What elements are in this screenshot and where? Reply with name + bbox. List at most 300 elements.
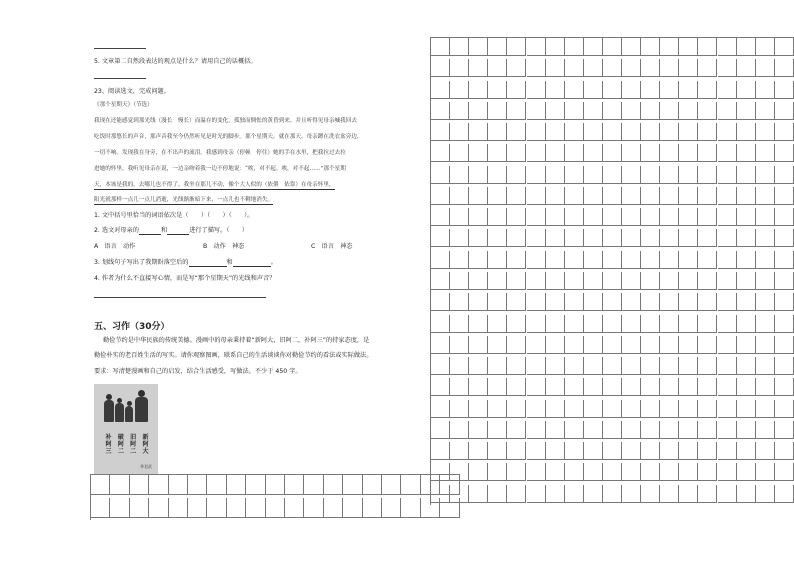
grid-cell[interactable] (507, 336, 526, 354)
grid-cell[interactable] (756, 81, 775, 99)
grid-cell[interactable] (266, 475, 285, 495)
grid-cell[interactable] (679, 123, 698, 141)
grid-cell[interactable] (343, 498, 362, 518)
grid-cell[interactable] (450, 229, 469, 247)
grid-cell[interactable] (718, 102, 737, 120)
grid-cell[interactable] (756, 485, 775, 503)
grid-cell[interactable] (775, 357, 794, 375)
grid-cell[interactable] (756, 102, 775, 120)
grid-cell[interactable] (507, 421, 526, 439)
option-b[interactable]: B 动作 神态 (203, 243, 245, 250)
grid-cell[interactable] (698, 378, 717, 396)
grid-cell[interactable] (584, 442, 603, 460)
grid-cell[interactable] (431, 272, 450, 290)
grid-cell[interactable] (546, 144, 565, 162)
grid-cell[interactable] (679, 59, 698, 77)
grid-cell[interactable] (737, 336, 756, 354)
grid-cell[interactable] (527, 272, 546, 290)
grid-cell[interactable] (660, 102, 679, 120)
grid-cell[interactable] (698, 166, 717, 184)
grid-cell[interactable] (507, 229, 526, 247)
grid-cell[interactable] (469, 315, 488, 333)
grid-cell[interactable] (469, 102, 488, 120)
grid-cell[interactable] (488, 187, 507, 205)
grid-cell[interactable] (527, 442, 546, 460)
grid-cell[interactable] (469, 463, 488, 481)
grid-cell[interactable] (641, 229, 660, 247)
grid-cell[interactable] (584, 166, 603, 184)
grid-cell[interactable] (450, 59, 469, 77)
grid-cell[interactable] (584, 336, 603, 354)
grid-cell[interactable] (91, 475, 110, 495)
grid-cell[interactable] (698, 123, 717, 141)
grid-cell[interactable] (450, 442, 469, 460)
grid-cell[interactable] (737, 293, 756, 311)
grid-cell[interactable] (440, 498, 459, 518)
grid-cell[interactable] (469, 400, 488, 418)
grid-cell[interactable] (565, 400, 584, 418)
grid-cell[interactable] (718, 272, 737, 290)
grid-cell[interactable] (756, 208, 775, 226)
grid-cell[interactable] (507, 166, 526, 184)
grid-cell[interactable] (737, 463, 756, 481)
grid-cell[interactable] (718, 251, 737, 269)
grid-cell[interactable] (756, 293, 775, 311)
grid-cell[interactable] (622, 357, 641, 375)
grid-cell[interactable] (660, 378, 679, 396)
grid-cell[interactable] (584, 463, 603, 481)
grid-cell[interactable] (641, 357, 660, 375)
grid-cell[interactable] (718, 315, 737, 333)
grid-cell[interactable] (737, 59, 756, 77)
grid-cell[interactable] (622, 187, 641, 205)
grid-cell[interactable] (660, 315, 679, 333)
grid-cell[interactable] (450, 336, 469, 354)
grid-cell[interactable] (431, 336, 450, 354)
grid-cell[interactable] (431, 166, 450, 184)
grid-cell[interactable] (469, 293, 488, 311)
grid-cell[interactable] (679, 357, 698, 375)
grid-cell[interactable] (507, 293, 526, 311)
grid-cell[interactable] (622, 421, 641, 439)
grid-cell[interactable] (130, 475, 149, 495)
grid-cell[interactable] (431, 315, 450, 333)
grid-cell[interactable] (718, 229, 737, 247)
grid-cell[interactable] (469, 166, 488, 184)
grid-cell[interactable] (527, 251, 546, 269)
grid-cell[interactable] (507, 442, 526, 460)
grid-cell[interactable] (469, 272, 488, 290)
grid-cell[interactable] (431, 144, 450, 162)
grid-cell[interactable] (679, 166, 698, 184)
grid-cell[interactable] (450, 293, 469, 311)
grid-cell[interactable] (737, 144, 756, 162)
grid-cell[interactable] (507, 187, 526, 205)
grid-cell[interactable] (469, 38, 488, 56)
grid-cell[interactable] (469, 59, 488, 77)
grid-cell[interactable] (660, 144, 679, 162)
grid-cell[interactable] (527, 102, 546, 120)
grid-cell[interactable] (507, 208, 526, 226)
grid-cell[interactable] (775, 229, 794, 247)
option-a[interactable]: A 语言 动作 (94, 243, 136, 250)
grid-cell[interactable] (679, 38, 698, 56)
grid-cell[interactable] (450, 208, 469, 226)
grid-cell[interactable] (622, 272, 641, 290)
grid-cell[interactable] (431, 378, 450, 396)
grid-cell[interactable] (622, 38, 641, 56)
grid-cell[interactable] (565, 336, 584, 354)
grid-cell[interactable] (603, 187, 622, 205)
grid-cell[interactable] (584, 357, 603, 375)
grid-cell[interactable] (679, 144, 698, 162)
grid-cell[interactable] (450, 144, 469, 162)
grid-cell[interactable] (641, 59, 660, 77)
grid-cell[interactable] (641, 187, 660, 205)
grid-cell[interactable] (527, 421, 546, 439)
grid-cell[interactable] (756, 336, 775, 354)
grid-cell[interactable] (304, 498, 323, 518)
grid-cell[interactable] (584, 59, 603, 77)
grid-cell[interactable] (546, 463, 565, 481)
grid-cell[interactable] (756, 442, 775, 460)
grid-cell[interactable] (641, 378, 660, 396)
grid-cell[interactable] (507, 123, 526, 141)
grid-cell[interactable] (527, 166, 546, 184)
grid-cell[interactable] (584, 378, 603, 396)
grid-cell[interactable] (584, 485, 603, 503)
grid-cell[interactable] (660, 421, 679, 439)
grid-cell[interactable] (775, 123, 794, 141)
grid-cell[interactable] (546, 208, 565, 226)
grid-cell[interactable] (488, 378, 507, 396)
grid-cell[interactable] (660, 38, 679, 56)
grid-cell[interactable] (718, 187, 737, 205)
grid-cell[interactable] (546, 400, 565, 418)
grid-cell[interactable] (679, 251, 698, 269)
grid-cell[interactable] (660, 272, 679, 290)
grid-cell[interactable] (737, 123, 756, 141)
grid-cell[interactable] (679, 293, 698, 311)
grid-cell[interactable] (698, 442, 717, 460)
grid-cell[interactable] (679, 485, 698, 503)
grid-cell[interactable] (718, 378, 737, 396)
grid-cell[interactable] (756, 59, 775, 77)
grid-cell[interactable] (565, 187, 584, 205)
grid-cell[interactable] (565, 102, 584, 120)
grid-cell[interactable] (775, 102, 794, 120)
grid-cell[interactable] (488, 463, 507, 481)
grid-cell[interactable] (469, 81, 488, 99)
grid-cell[interactable] (622, 59, 641, 77)
grid-cell[interactable] (756, 187, 775, 205)
grid-cell[interactable] (660, 208, 679, 226)
grid-cell[interactable] (775, 315, 794, 333)
grid-cell[interactable] (546, 166, 565, 184)
grid-cell[interactable] (507, 378, 526, 396)
grid-cell[interactable] (775, 485, 794, 503)
grid-cell[interactable] (641, 293, 660, 311)
grid-cell[interactable] (603, 400, 622, 418)
grid-cell[interactable] (660, 251, 679, 269)
grid-cell[interactable] (363, 498, 382, 518)
grid-cell[interactable] (450, 421, 469, 439)
grid-cell[interactable] (546, 59, 565, 77)
grid-cell[interactable] (324, 498, 343, 518)
grid-cell[interactable] (488, 272, 507, 290)
grid-cell[interactable] (450, 38, 469, 56)
grid-cell[interactable] (343, 475, 362, 495)
blank[interactable] (189, 260, 227, 267)
grid-cell[interactable] (488, 102, 507, 120)
grid-cell[interactable] (266, 498, 285, 518)
grid-cell[interactable] (488, 315, 507, 333)
grid-cell[interactable] (641, 166, 660, 184)
grid-cell[interactable] (622, 336, 641, 354)
grid-cell[interactable] (440, 475, 459, 495)
grid-cell[interactable] (584, 315, 603, 333)
grid-cell[interactable] (207, 498, 226, 518)
grid-cell[interactable] (246, 475, 265, 495)
grid-cell[interactable] (565, 442, 584, 460)
grid-cell[interactable] (450, 378, 469, 396)
grid-cell[interactable] (641, 208, 660, 226)
grid-cell[interactable] (603, 59, 622, 77)
grid-cell[interactable] (527, 81, 546, 99)
grid-cell[interactable] (469, 187, 488, 205)
grid-cell[interactable] (718, 400, 737, 418)
grid-cell[interactable] (488, 442, 507, 460)
grid-cell[interactable] (584, 251, 603, 269)
grid-cell[interactable] (603, 251, 622, 269)
writing-grid-bottom[interactable] (90, 474, 460, 520)
grid-cell[interactable] (488, 81, 507, 99)
grid-cell[interactable] (431, 293, 450, 311)
grid-cell[interactable] (488, 123, 507, 141)
grid-cell[interactable] (775, 463, 794, 481)
grid-cell[interactable] (775, 400, 794, 418)
grid-cell[interactable] (421, 475, 440, 495)
grid-cell[interactable] (660, 336, 679, 354)
grid-cell[interactable] (507, 38, 526, 56)
grid-cell[interactable] (660, 187, 679, 205)
grid-cell[interactable] (718, 144, 737, 162)
grid-cell[interactable] (431, 187, 450, 205)
grid-cell[interactable] (469, 251, 488, 269)
grid-cell[interactable] (641, 421, 660, 439)
grid-cell[interactable] (698, 187, 717, 205)
grid-cell[interactable] (698, 251, 717, 269)
grid-cell[interactable] (641, 485, 660, 503)
grid-cell[interactable] (584, 102, 603, 120)
grid-cell[interactable] (679, 400, 698, 418)
grid-cell[interactable] (603, 102, 622, 120)
grid-cell[interactable] (565, 485, 584, 503)
grid-cell[interactable] (507, 251, 526, 269)
grid-cell[interactable] (603, 38, 622, 56)
grid-cell[interactable] (641, 144, 660, 162)
grid-cell[interactable] (718, 357, 737, 375)
grid-cell[interactable] (737, 442, 756, 460)
grid-cell[interactable] (622, 400, 641, 418)
grid-cell[interactable] (546, 421, 565, 439)
grid-cell[interactable] (584, 293, 603, 311)
grid-cell[interactable] (450, 251, 469, 269)
grid-cell[interactable] (565, 81, 584, 99)
grid-cell[interactable] (110, 475, 129, 495)
grid-cell[interactable] (679, 336, 698, 354)
grid-cell[interactable] (565, 166, 584, 184)
grid-cell[interactable] (698, 315, 717, 333)
grid-cell[interactable] (431, 421, 450, 439)
grid-cell[interactable] (421, 498, 440, 518)
grid-cell[interactable] (718, 293, 737, 311)
grid-cell[interactable] (698, 38, 717, 56)
grid-cell[interactable] (737, 315, 756, 333)
grid-cell[interactable] (775, 81, 794, 99)
grid-cell[interactable] (641, 123, 660, 141)
grid-cell[interactable] (660, 123, 679, 141)
grid-cell[interactable] (641, 272, 660, 290)
grid-cell[interactable] (450, 123, 469, 141)
grid-cell[interactable] (679, 421, 698, 439)
grid-cell[interactable] (698, 272, 717, 290)
grid-cell[interactable] (450, 315, 469, 333)
grid-cell[interactable] (718, 336, 737, 354)
grid-cell[interactable] (622, 102, 641, 120)
grid-cell[interactable] (603, 144, 622, 162)
grid-cell[interactable] (527, 38, 546, 56)
grid-cell[interactable] (584, 272, 603, 290)
grid-cell[interactable] (188, 475, 207, 495)
grid-cell[interactable] (565, 421, 584, 439)
grid-cell[interactable] (527, 378, 546, 396)
grid-cell[interactable] (737, 187, 756, 205)
grid-cell[interactable] (507, 485, 526, 503)
blank[interactable] (139, 228, 161, 235)
grid-cell[interactable] (603, 357, 622, 375)
grid-cell[interactable] (718, 421, 737, 439)
grid-cell[interactable] (718, 81, 737, 99)
grid-cell[interactable] (737, 357, 756, 375)
grid-cell[interactable] (546, 81, 565, 99)
grid-cell[interactable] (546, 378, 565, 396)
grid-cell[interactable] (641, 442, 660, 460)
grid-cell[interactable] (546, 187, 565, 205)
grid-cell[interactable] (679, 102, 698, 120)
grid-cell[interactable] (431, 357, 450, 375)
grid-cell[interactable] (488, 485, 507, 503)
grid-cell[interactable] (507, 81, 526, 99)
grid-cell[interactable] (507, 400, 526, 418)
grid-cell[interactable] (603, 229, 622, 247)
grid-cell[interactable] (401, 498, 420, 518)
grid-cell[interactable] (603, 81, 622, 99)
grid-cell[interactable] (565, 123, 584, 141)
grid-cell[interactable] (718, 485, 737, 503)
grid-cell[interactable] (450, 272, 469, 290)
grid-cell[interactable] (718, 38, 737, 56)
grid-cell[interactable] (488, 166, 507, 184)
grid-cell[interactable] (718, 166, 737, 184)
grid-cell[interactable] (756, 123, 775, 141)
grid-cell[interactable] (718, 123, 737, 141)
grid-cell[interactable] (622, 442, 641, 460)
grid-cell[interactable] (527, 357, 546, 375)
grid-cell[interactable] (527, 336, 546, 354)
grid-cell[interactable] (169, 475, 188, 495)
grid-cell[interactable] (775, 208, 794, 226)
grid-cell[interactable] (775, 272, 794, 290)
grid-cell[interactable] (737, 485, 756, 503)
grid-cell[interactable] (737, 166, 756, 184)
grid-cell[interactable] (382, 475, 401, 495)
grid-cell[interactable] (698, 400, 717, 418)
grid-cell[interactable] (622, 293, 641, 311)
grid-cell[interactable] (603, 442, 622, 460)
grid-cell[interactable] (469, 336, 488, 354)
grid-cell[interactable] (169, 498, 188, 518)
grid-cell[interactable] (488, 38, 507, 56)
grid-cell[interactable] (622, 485, 641, 503)
grid-cell[interactable] (488, 59, 507, 77)
grid-cell[interactable] (737, 421, 756, 439)
grid-cell[interactable] (737, 102, 756, 120)
grid-cell[interactable] (565, 463, 584, 481)
grid-cell[interactable] (469, 442, 488, 460)
grid-cell[interactable] (641, 336, 660, 354)
grid-cell[interactable] (641, 463, 660, 481)
grid-cell[interactable] (756, 38, 775, 56)
grid-cell[interactable] (698, 357, 717, 375)
grid-cell[interactable] (527, 229, 546, 247)
grid-cell[interactable] (546, 336, 565, 354)
grid-cell[interactable] (431, 81, 450, 99)
grid-cell[interactable] (775, 144, 794, 162)
grid-cell[interactable] (737, 400, 756, 418)
grid-cell[interactable] (488, 357, 507, 375)
grid-cell[interactable] (756, 315, 775, 333)
grid-cell[interactable] (756, 229, 775, 247)
grid-cell[interactable] (565, 251, 584, 269)
grid-cell[interactable] (488, 421, 507, 439)
grid-cell[interactable] (584, 208, 603, 226)
grid-cell[interactable] (641, 102, 660, 120)
grid-cell[interactable] (488, 229, 507, 247)
grid-cell[interactable] (488, 293, 507, 311)
grid-cell[interactable] (507, 272, 526, 290)
grid-cell[interactable] (285, 475, 304, 495)
grid-cell[interactable] (603, 293, 622, 311)
grid-cell[interactable] (660, 400, 679, 418)
grid-cell[interactable] (603, 315, 622, 333)
grid-cell[interactable] (622, 463, 641, 481)
grid-cell[interactable] (488, 400, 507, 418)
grid-cell[interactable] (775, 378, 794, 396)
grid-cell[interactable] (775, 38, 794, 56)
grid-cell[interactable] (565, 378, 584, 396)
grid-cell[interactable] (660, 59, 679, 77)
grid-cell[interactable] (507, 59, 526, 77)
grid-cell[interactable] (584, 81, 603, 99)
blank[interactable] (233, 260, 271, 267)
grid-cell[interactable] (698, 293, 717, 311)
grid-cell[interactable] (546, 229, 565, 247)
grid-cell[interactable] (546, 123, 565, 141)
grid-cell[interactable] (603, 463, 622, 481)
grid-cell[interactable] (285, 498, 304, 518)
grid-cell[interactable] (527, 123, 546, 141)
